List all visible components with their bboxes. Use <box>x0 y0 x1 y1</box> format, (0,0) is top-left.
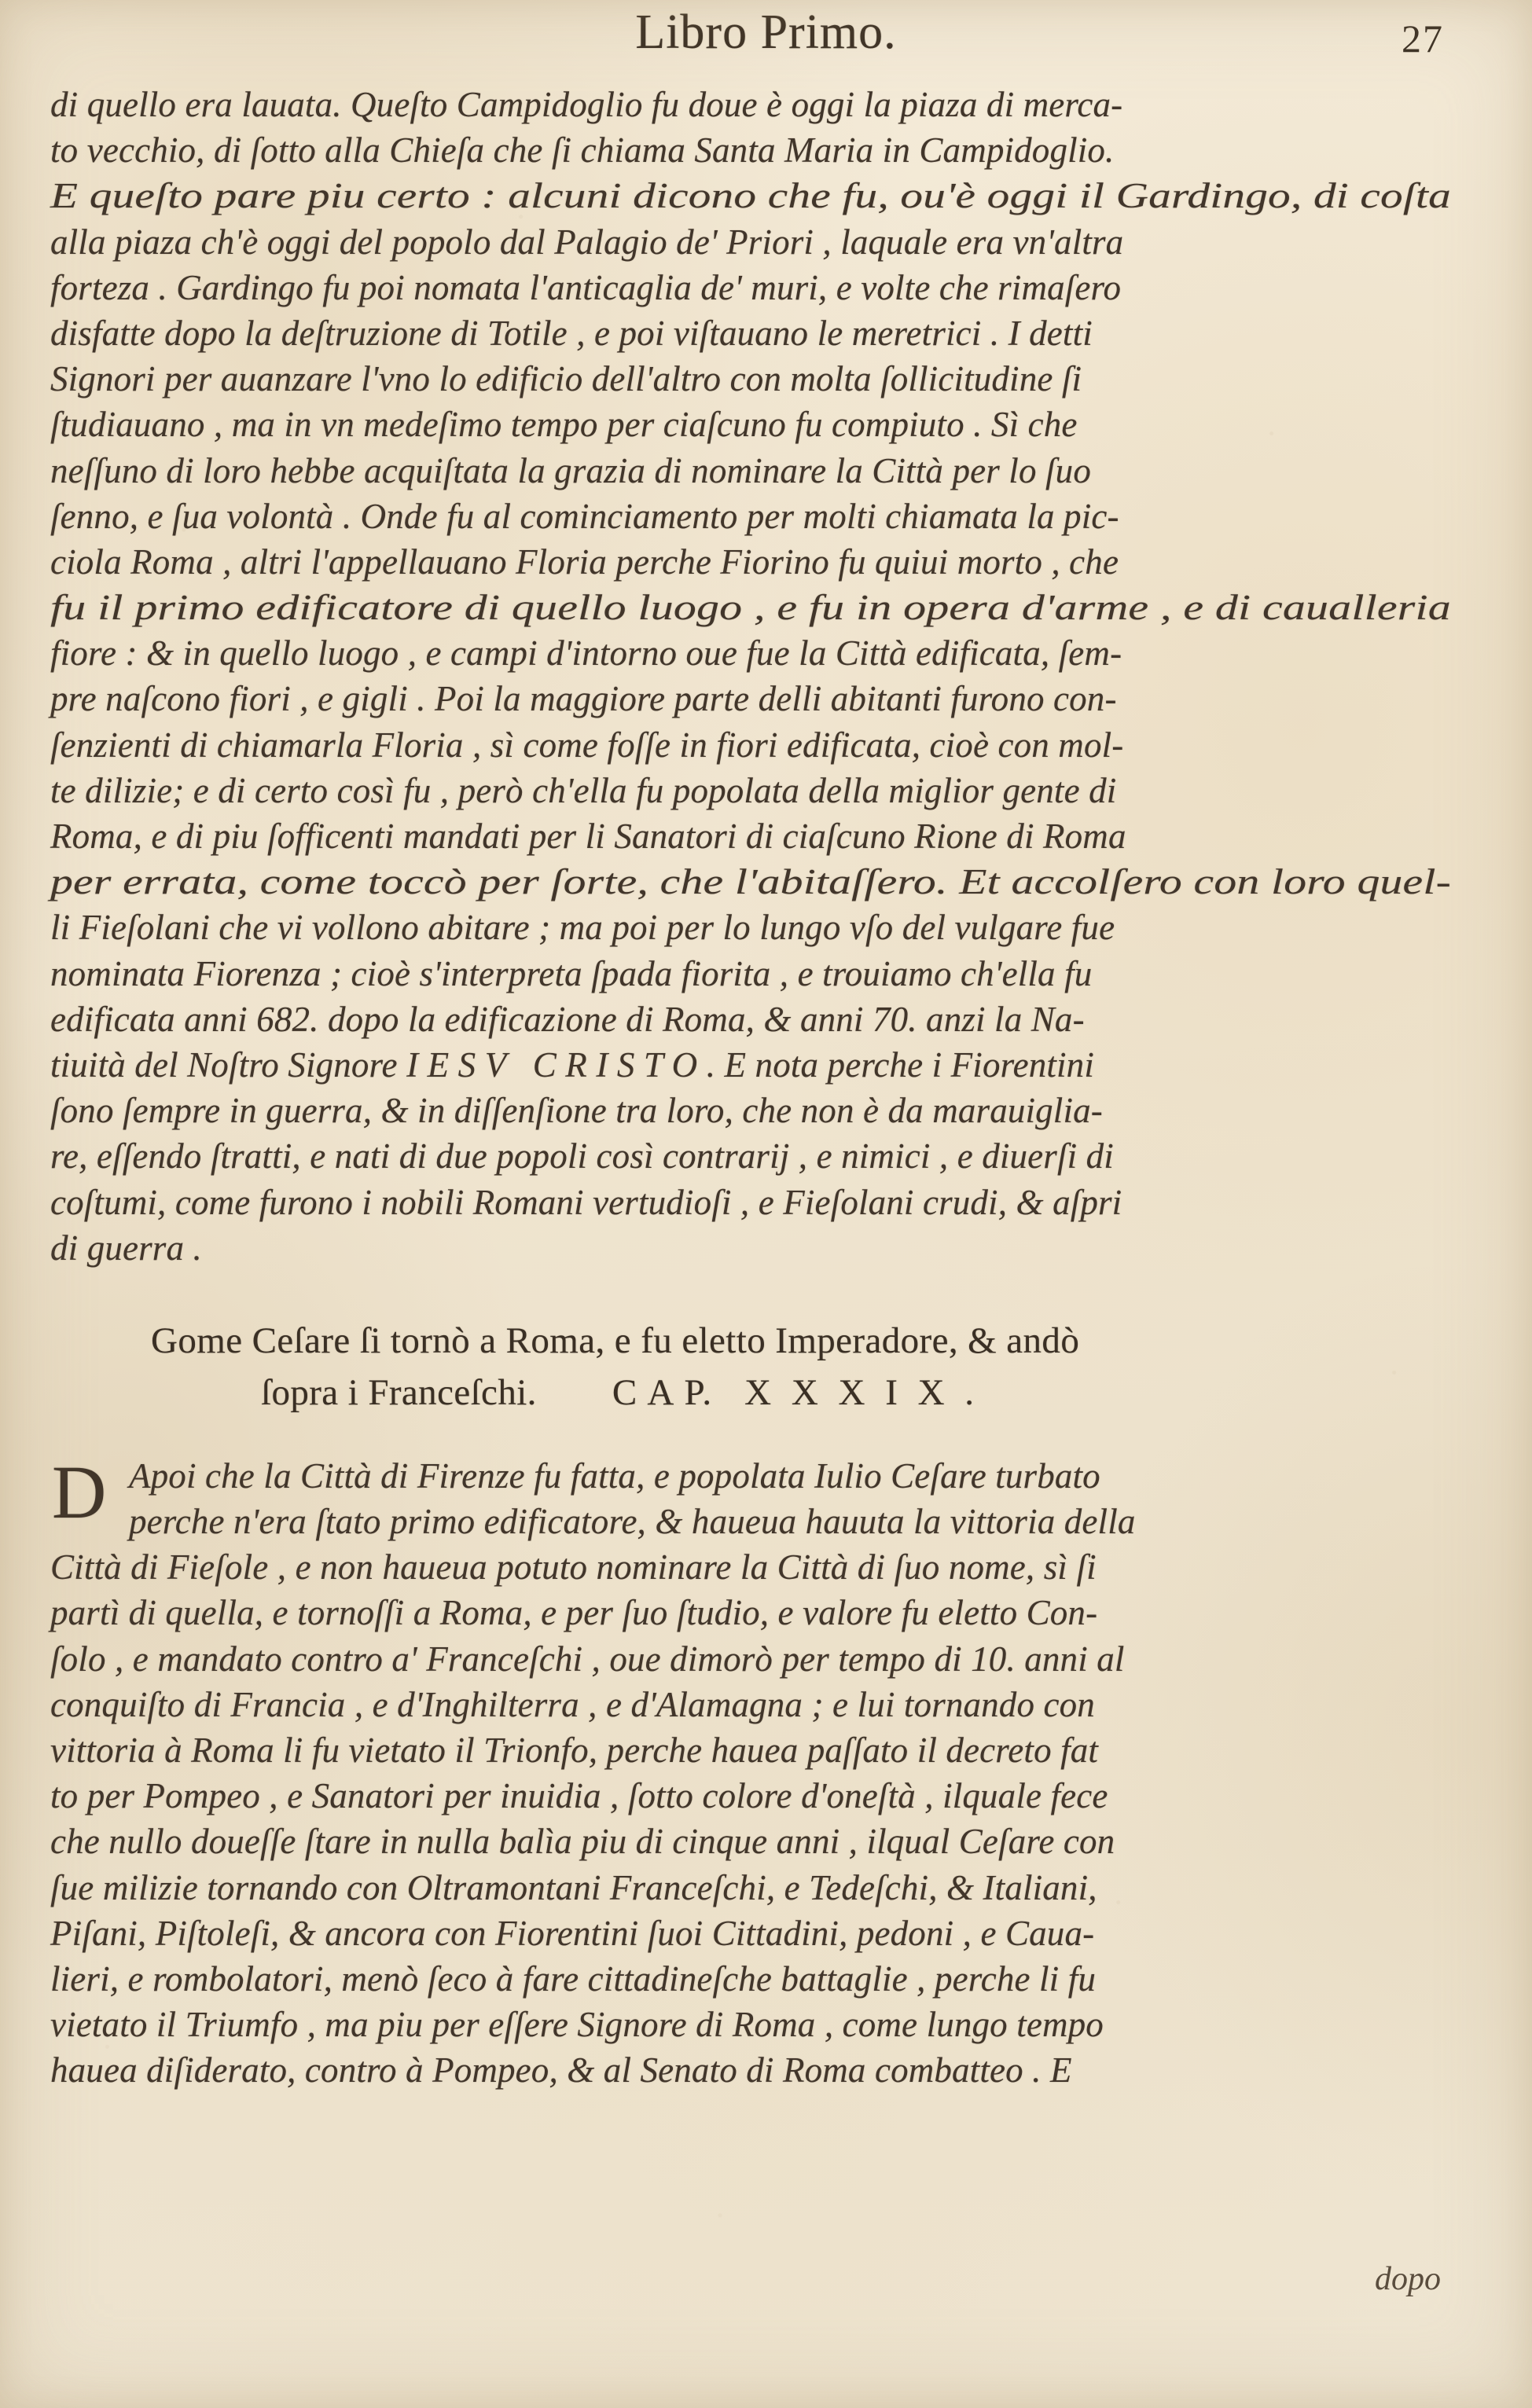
text-line <box>50 1773 1451 1819</box>
text-line <box>50 173 1451 218</box>
text-line <box>50 1911 1451 1956</box>
text-line <box>50 630 1451 676</box>
text-line-content: ſono ſempre in guerra, & in diſſenſione tra loro, che non è da marauiglia- <box>50 1091 1103 1131</box>
text-line <box>50 905 1451 950</box>
text-line <box>50 676 1451 721</box>
text-line-content: di quello era lauata. Queſto Campidoglio fu doue è oggi la piaza di merca- <box>50 85 1123 124</box>
text-line <box>50 722 1451 768</box>
text-line <box>50 2002 1451 2047</box>
text-line-content: nominata Fiorenza ; cioè s'interpreta ſpada fiorita , e trouiamo ch'ella fu <box>50 953 1093 993</box>
text-line-content: te dilizie; e di certo così fu , però ch'ella fu popolata della miglior gente di <box>50 770 1117 810</box>
text-line-content: forteza . Gardingo fu poi nomata l'anticaglia de' muri, e volte che rimaſero <box>50 267 1122 307</box>
text-line <box>50 1180 1451 1225</box>
chapter-heading-line-two <box>50 1367 1451 1419</box>
text-line <box>50 310 1451 356</box>
text-line-content: fu il primo edificatore di quello luogo , e fu in opera d'arme , e di caualleria <box>50 588 1451 628</box>
text-line <box>50 1499 1451 1544</box>
text-line <box>50 1042 1451 1088</box>
text-line <box>50 1453 1451 1499</box>
text-line-content: vietato il Triumfo , ma piu per eſſere Signore di Roma , come lungo tempo <box>50 2005 1104 2045</box>
text-line-content: coſtumi, come furono i nobili Romani vertudioſi , e Fieſolani crudi, & aſpri <box>50 1182 1122 1222</box>
paragraph-gap <box>50 1271 1451 1315</box>
text-line-content: li Fieſolani che vi vollono abitare ; ma poi per lo lungo vſo del vulgare fue <box>50 908 1115 948</box>
text-line <box>50 997 1451 1042</box>
running-head <box>0 5 1532 77</box>
text-line <box>50 1727 1451 1773</box>
text-line-content: ciola Roma , altri l'appellauano Floria perche Fiorino fu quiui morto , che <box>50 541 1119 582</box>
text-line-content: ſue milizie tornando con Oltramontani Franceſchi, e Tedeſchi, & Italiani, <box>50 1867 1097 1907</box>
text-line-content: vittoria à Roma li fu vietato il Trionfo, perche hauea paſſato il decreto fat <box>50 1731 1099 1770</box>
text-line-content: lieri, e rombolatori, menò ſeco à fare cittadineſche battaglie , perche li fu <box>50 1958 1097 1999</box>
text-line-content: Piſani, Piſtoleſi, & ancora con Fiorentini ſuoi Cittadini, pedoni , e Caua- <box>50 1913 1095 1953</box>
paragraph-body-two <box>50 1449 1451 2094</box>
text-line-content: alla piaza ch'è oggi del popolo dal Palagio de' Priori , laquale era vn'altra <box>50 222 1124 262</box>
text-line-content: hauea diſiderato, contro à Pompeo, & al Senato di Roma combatteo . E <box>50 2050 1072 2090</box>
text-line <box>50 1590 1451 1635</box>
text-line <box>50 494 1451 539</box>
text-line-content: pre naſcono fiori , e gigli . Poi la maggiore parte delli abitanti furono con- <box>50 679 1117 719</box>
text-line-content: disfatte dopo la deſtruzione di Totile , e poi viſtauano le meretrici . I detti <box>50 313 1093 353</box>
text-line <box>50 448 1451 494</box>
text-line-content: ſtudiauano , ma in vn medeſimo tempo per ciaſcuno fu compiuto . Sì che <box>50 405 1078 445</box>
text-line-content: ſenno, e ſua volontà . Onde fu al cominciamento per molti chiamata la pic- <box>50 496 1119 536</box>
paragraph-body-one <box>50 82 1451 1271</box>
text-line-content: to vecchio, di ſotto alla Chieſa che ſi chiama Santa Maria in Campidoglio. <box>50 130 1115 171</box>
text-line <box>50 1133 1451 1179</box>
text-line <box>50 768 1451 813</box>
text-line <box>50 585 1451 630</box>
text-line <box>50 1819 1451 1864</box>
text-line-content: re, eſſendo ſtratti, e nati di due popoli così contrarij , e nimici , e diuerſi di <box>50 1136 1114 1176</box>
chapter-heading-title-tail: ſopra i Franceſchi. <box>261 1371 537 1413</box>
text-line <box>50 2047 1451 2093</box>
text-line <box>50 1865 1451 1911</box>
text-line-content: neſſuno di loro hebbe acquiſtata la grazia di nominare la Città per lo ſuo <box>50 450 1091 490</box>
cap-label: C A P. <box>612 1371 714 1413</box>
text-line <box>50 356 1451 402</box>
text-line <box>50 859 1451 905</box>
text-line <box>50 1544 1451 1590</box>
text-line-content: Città di Fieſole , e non haueua potuto nominare la Città di ſuo nome, sì ſi <box>50 1547 1097 1588</box>
heading-gap <box>50 1419 1451 1453</box>
text-line <box>50 265 1451 310</box>
text-line <box>50 1682 1451 1727</box>
text-line-content: edificata anni 682. dopo la edificazione di Roma, & anni 70. anzi la Na- <box>50 999 1085 1039</box>
text-line <box>50 813 1451 859</box>
text-block <box>50 82 1451 2094</box>
text-line-content: Roma, e di piu ſofficenti mandati per li Sanatori di ciaſcuno Rione di Roma <box>50 817 1126 856</box>
catchword: dopo <box>1375 2261 1441 2297</box>
text-line-content: to per Pompeo , e Sanatori per inuidia , ſotto colore d'oneſtà , ilquale fece <box>50 1776 1108 1816</box>
cap-number: X X X I X . <box>744 1371 980 1413</box>
text-line-content: fiore : & in quello luogo , e campi d'intorno oue fue la Città edificata, ſem- <box>50 633 1122 674</box>
drop-cap-letter: D <box>52 1449 107 1534</box>
text-line <box>50 1636 1451 1682</box>
folio-number: 27 <box>1402 17 1444 61</box>
text-line-content: E queſto pare piu certo : alcuni dicono che fu, ou'è oggi il Gardingo, di coſta <box>50 176 1451 216</box>
text-line-content: per errata, come toccò per ſorte, che l'abitaſſero. Et accolſero con loro quel- <box>50 862 1451 902</box>
text-line-content: ſolo , e mandato contro a' Franceſchi , oue dimorò per tempo di 10. anni al <box>50 1639 1125 1679</box>
chapter-heading <box>50 1315 1451 1419</box>
text-line <box>50 1956 1451 2002</box>
text-line-content: che nullo doueſſe ſtare in nulla balìa piu di cinque anni , ilqual Ceſare con <box>50 1822 1115 1862</box>
text-line <box>50 127 1451 173</box>
running-head-title: Libro Primo. <box>635 6 897 59</box>
text-line-content: di guerra . <box>50 1228 202 1268</box>
text-line <box>50 951 1451 997</box>
text-line-content: conquiſto di Francia , e d'Inghilterra , e d'Alamagna ; e lui tornando con <box>50 1684 1095 1724</box>
text-line <box>50 1088 1451 1133</box>
text-line-content: partì di quella, e tornoſſi a Roma, e per ſuo ſtudio, e valore fu eletto Con- <box>50 1593 1098 1633</box>
text-line <box>50 82 1451 127</box>
text-line <box>50 402 1451 447</box>
text-line-content: Signori per auanzare l'vno lo edificio dell'altro con molta ſollicitudine ſi <box>50 359 1082 399</box>
text-line <box>50 219 1451 265</box>
chapter-heading-line-one: Gome Ceſare ſi tornò a Roma, e fu eletto Imperadore, & andò <box>151 1320 1080 1361</box>
text-line <box>50 539 1451 585</box>
text-line <box>50 1225 1451 1271</box>
text-line-content: tiuità del Noſtro Signore I E S V C R I S T O . E nota perche i Fiorentini <box>50 1044 1094 1085</box>
text-line-content: perche n'era ſtato primo edificatore, & haueua hauuta la vittoria della <box>129 1502 1136 1542</box>
text-line-content: ſenzienti di chiamarla Floria , sì come foſſe in fiori edificata, cioè con mol- <box>50 725 1124 765</box>
text-line-content: Apoi che la Città di Firenze fu fatta, e popolata Iulio Ceſare turbato <box>129 1455 1100 1496</box>
